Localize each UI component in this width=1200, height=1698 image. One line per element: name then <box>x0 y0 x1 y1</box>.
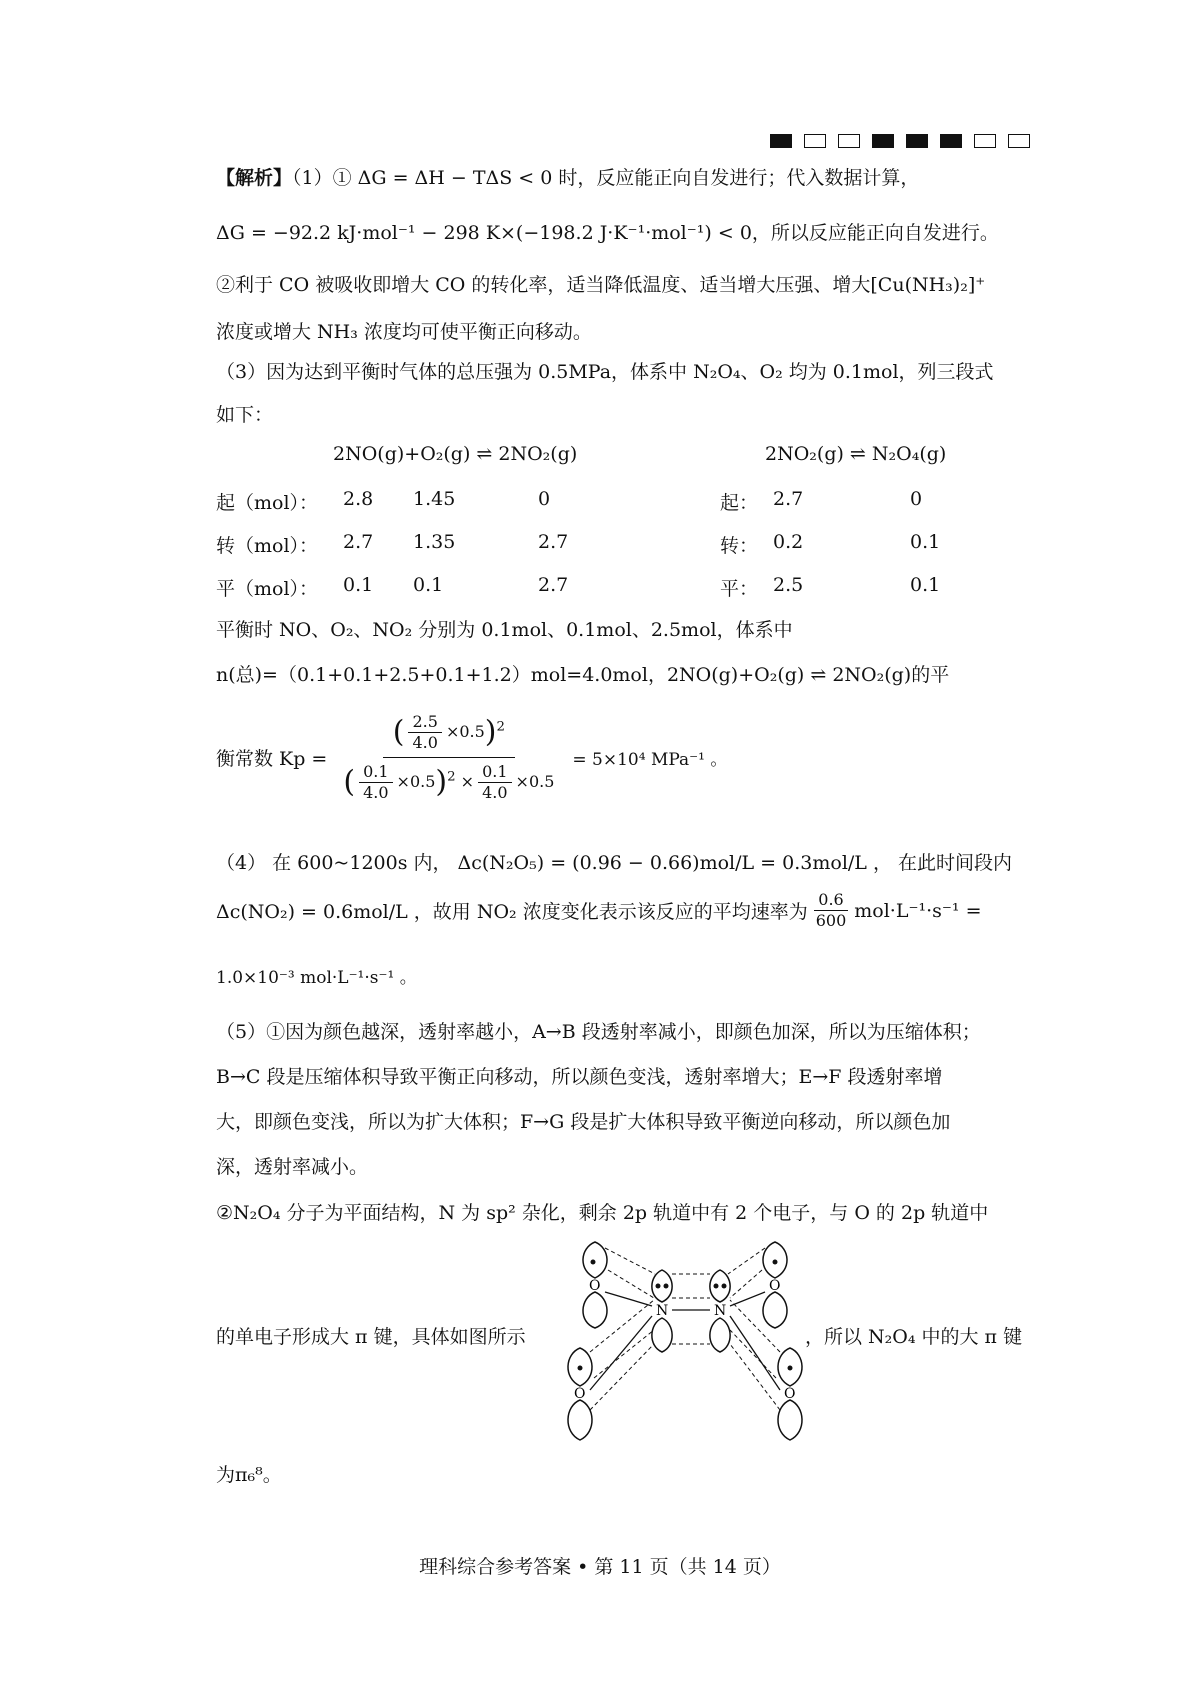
kp-den-frac1-d: 4.0 <box>363 783 389 802</box>
kp-den-frac1-n: 0.1 <box>359 762 392 783</box>
right-table-row3-label: 平： <box>720 578 759 600</box>
header-mark <box>838 134 860 148</box>
p7-last: 为π₆⁸。 <box>216 1464 282 1486</box>
left-table-row2-a: 2.7 <box>343 531 374 553</box>
right-table-row2-b: 0.1 <box>910 531 941 553</box>
left-table-row3-c: 2.7 <box>538 574 569 596</box>
p7-line1: ②N₂O₄ 分子为平面结构，N 为 sp² 杂化，剩余 2p 轨道中有 2 个电子，与 O 的 2p 轨道中 <box>216 1202 989 1224</box>
orbital-o3-bot <box>568 1400 592 1440</box>
atom-o1-label: O <box>589 1278 601 1294</box>
right-table-row1-b: 0 <box>910 488 923 510</box>
atom-n2-label: N <box>714 1303 727 1319</box>
p5-line2b: mol·L⁻¹·s⁻¹ = <box>854 899 982 922</box>
atom-o3-label: O <box>574 1386 586 1402</box>
kp-denominator: ( $\frac{0.1}{4.0}$ ×0.5)$^2$ × $\frac{0.1}{4.0}$ ×0.5 <box>343 762 555 802</box>
p5-line2 <box>216 890 982 931</box>
kp-den-mult1: ×0.5 <box>396 772 436 791</box>
rate-frac-d: 600 <box>815 911 847 930</box>
left-table-row1-b: 1.45 <box>413 488 456 510</box>
atom-o4-label: O <box>784 1386 796 1402</box>
p5-line2a: Δc(NO₂) = 0.6mol/L ，故用 NO₂ 浓度变化表示该反应的平均速率为 <box>216 901 808 923</box>
p1-line2: ΔG = −92.2 kJ·mol⁻¹ − 298 K×(−198.2 J·K⁻¹·mol⁻¹) < 0，所以反应能正向自发进行。 <box>216 222 999 244</box>
header-mark <box>940 134 962 148</box>
header-mark <box>906 134 928 148</box>
kp-main-fraction <box>335 708 562 807</box>
p3-line1: （3）因为达到平衡时气体的总压强为 0.5MPa，体系中 N₂O₄、O₂ 均为 0.1mol，列三段式 <box>216 361 994 383</box>
header-marks <box>770 134 1030 148</box>
left-table-row2-c: 2.7 <box>538 531 569 553</box>
kp-result: = 5×10⁴ MPa⁻¹ 。 <box>572 750 728 770</box>
kp-num-mult: ×0.5 <box>445 722 485 741</box>
orbital-n2-bot <box>710 1318 730 1352</box>
right-table-row3-b: 0.1 <box>910 574 941 596</box>
rate-fraction <box>812 890 851 931</box>
atom-o2-label: O <box>769 1278 781 1294</box>
left-table-row3-a: 0.1 <box>343 574 374 596</box>
kp-den-frac2-d: 4.0 <box>482 783 508 802</box>
left-table-row3-b: 0.1 <box>413 574 444 596</box>
header-mark <box>770 134 792 148</box>
orbital-n1-top <box>652 1270 672 1302</box>
equation-left: 2NO(g)+O₂(g) ⇌ 2NO₂(g) <box>333 443 578 465</box>
page-footer: 理科综合参考答案 • 第 11 页（共 14 页） <box>419 1556 781 1578</box>
orbital-o1-bot <box>583 1292 607 1328</box>
kp-num-frac-n: 2.5 <box>408 712 441 733</box>
orbital-n1-bot <box>652 1318 672 1352</box>
right-table-row3-a: 2.5 <box>773 574 804 596</box>
right-table-row2-label: 转： <box>720 535 759 557</box>
rate-frac-n: 0.6 <box>814 890 847 911</box>
header-mark <box>1008 134 1030 148</box>
p7-left: 的单电子形成大 π 键，具体如图所示 <box>216 1326 526 1348</box>
header-mark <box>974 134 996 148</box>
header-mark <box>804 134 826 148</box>
p3-line2: 如下： <box>216 404 274 426</box>
left-table-row1-a: 2.8 <box>343 488 374 510</box>
p6-line4: 深，透射率减小。 <box>216 1156 369 1178</box>
p2-line1: ②利于 CO 被吸收即增大 CO 的转化率，适当降低温度、适当增大压强、增大[Cu(NH₃)₂]⁺ <box>216 274 986 296</box>
right-table-row1-a: 2.7 <box>773 488 804 510</box>
left-table-row3-label: 平（mol）： <box>216 578 319 600</box>
left-table-row2-label: 转（mol）： <box>216 535 319 557</box>
p1-line1: （1）① ΔG = ΔH − TΔS < 0 时，反应能正向自发进行；代入数据计算， <box>292 167 920 189</box>
kp-den-frac2-n: 0.1 <box>478 762 511 783</box>
p4-line2: n(总)=（0.1+0.1+2.5+0.1+1.2）mol=4.0mol，2NO(g)+O₂(g) ⇌ 2NO₂(g)的平 <box>216 664 950 686</box>
orbital-o1-top <box>583 1242 607 1278</box>
left-table-row1-c: 0 <box>538 488 551 510</box>
header-mark <box>872 134 894 148</box>
kp-numerator: ( $\frac{2.5}{4.0}$ ×0.5)$^2$ <box>383 708 515 758</box>
analysis-tag: 【解析】 <box>216 167 293 189</box>
kp-num-frac-d: 4.0 <box>412 733 438 752</box>
orbital-o2-bot <box>763 1292 787 1328</box>
p5-line1: （4） 在 600~1200s 内， Δc(N₂O₅) = (0.96 − 0.66)mol/L = 0.3mol/L ， 在此时间段内 <box>216 852 1012 874</box>
orbital-o4-bot <box>778 1400 802 1440</box>
n2o4-pi-bond-diagram <box>550 1240 820 1450</box>
right-table-row1-label: 起： <box>720 492 759 514</box>
kp-den-mult2: ×0.5 <box>515 772 555 791</box>
p7-right: ，所以 N₂O₄ 中的大 π 键 <box>805 1326 1023 1348</box>
kp-expression <box>216 708 727 807</box>
kp-prefix: 衡常数 Kp = <box>216 748 328 770</box>
atom-n1-label: N <box>656 1303 669 1319</box>
p6-line1: （5）①因为颜色越深，透射率越小，A→B 段透射率减小，即颜色加深，所以为压缩体积； <box>216 1021 981 1043</box>
orbital-n2-top <box>710 1270 730 1302</box>
equation-right: 2NO₂(g) ⇌ N₂O₄(g) <box>765 443 947 465</box>
left-table-row1-label: 起（mol）： <box>216 492 319 514</box>
p6-line2: B→C 段是压缩体积导致平衡正向移动，所以颜色变浅，透射率增大；E→F 段透射率增 <box>216 1066 943 1088</box>
left-table-row2-b: 1.35 <box>413 531 456 553</box>
p2-line2: 浓度或增大 NH₃ 浓度均可使平衡正向移动。 <box>216 321 592 343</box>
p5-line3: 1.0×10⁻³ mol·L⁻¹·s⁻¹ 。 <box>216 968 417 988</box>
right-table-row2-a: 0.2 <box>773 531 804 553</box>
p4-line1: 平衡时 NO、O₂、NO₂ 分别为 0.1mol、0.1mol、2.5mol，体系中 <box>216 619 793 641</box>
p6-line3: 大，即颜色变浅，所以为扩大体积；F→G 段是扩大体积导致平衡逆向移动，所以颜色加 <box>216 1111 951 1133</box>
analysis-line-1 <box>216 163 919 190</box>
